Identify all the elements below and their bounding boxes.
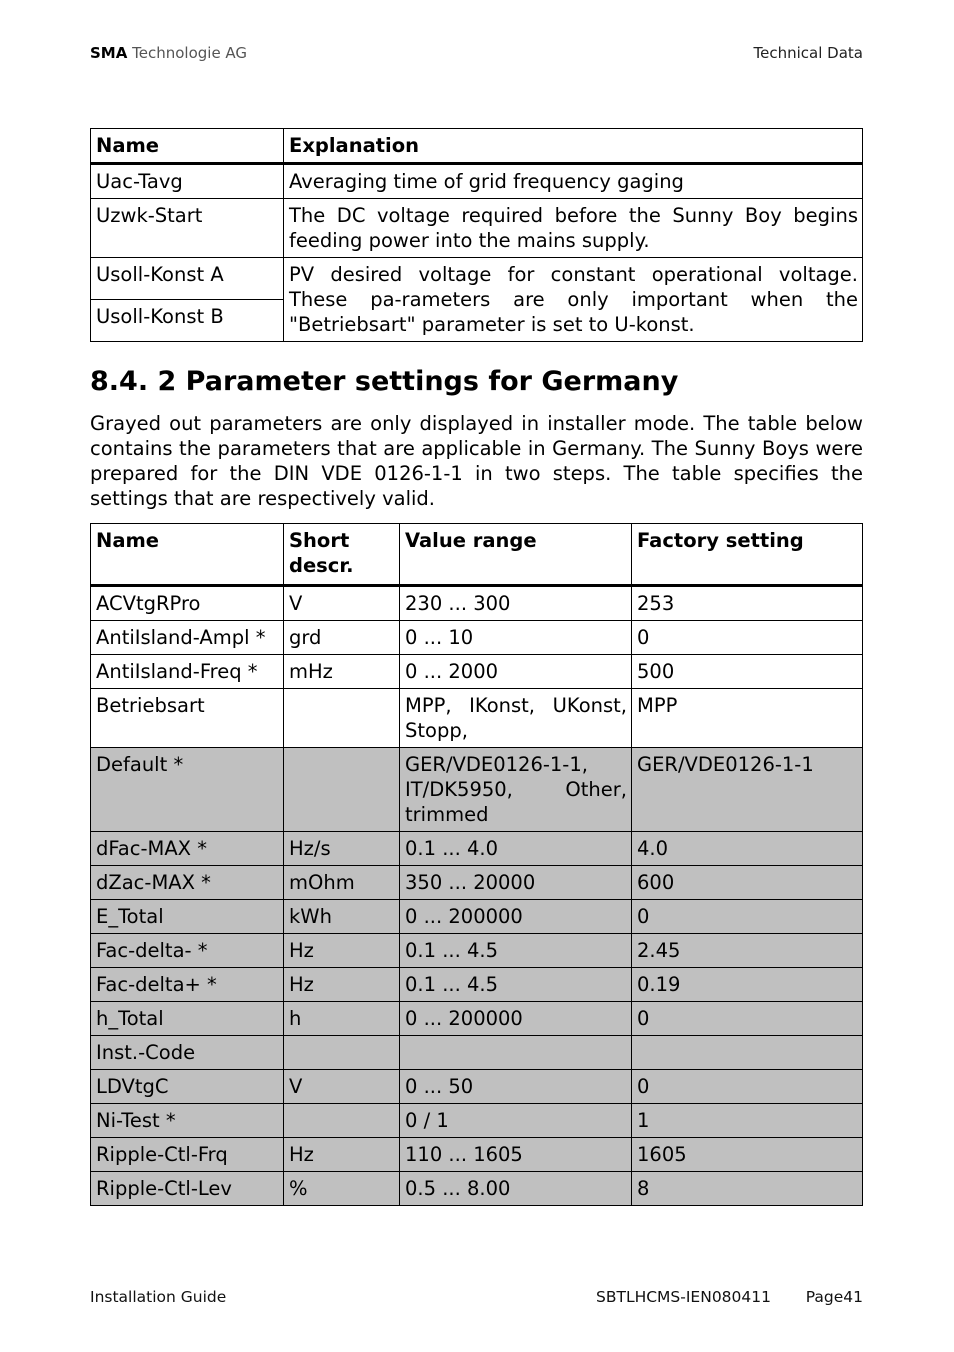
factory-setting-cell: 253	[632, 586, 863, 621]
table-row	[91, 968, 863, 1002]
value-range-cell: 230 ... 300	[400, 586, 632, 621]
value-range-cell: 0 ... 2000	[400, 655, 632, 689]
value-range-cell: 350 ... 20000	[400, 866, 632, 900]
param-name-cell: Betriebsart	[91, 689, 284, 748]
page-header	[90, 44, 863, 66]
section-heading: 8.4. 2 Parameter settings for Germany	[90, 366, 679, 397]
factory-setting-cell: 4.0	[632, 832, 863, 866]
value-range-cell: 0.5 ... 8.00	[400, 1172, 632, 1206]
table-row	[91, 934, 863, 968]
short-descr-cell	[284, 1036, 400, 1070]
param-name-cell: h_Total	[91, 1002, 284, 1036]
company-suffix: Technologie AG	[132, 44, 248, 62]
table-row	[91, 1070, 863, 1104]
param-explanation-cell: PV desired voltage for constant operational voltage. These pa-rameters are only important when the "Betriebsart" parameter is set to U-konst.	[284, 258, 863, 342]
germany-parameter-table	[90, 523, 863, 1206]
factory-setting-cell: 0	[632, 900, 863, 934]
param-name-cell: Uzwk-Start	[91, 199, 284, 258]
short-descr-cell	[284, 1104, 400, 1138]
table-row	[91, 199, 863, 258]
table-row	[91, 258, 863, 300]
table-row	[91, 1002, 863, 1036]
factory-setting-cell: 600	[632, 866, 863, 900]
table-row	[91, 900, 863, 934]
table-row	[91, 1036, 863, 1070]
factory-setting-cell: GER/VDE0126-1-1	[632, 748, 863, 832]
table-row	[91, 164, 863, 199]
table-row	[91, 1138, 863, 1172]
table-row	[91, 748, 863, 832]
factory-setting-cell: 0	[632, 1070, 863, 1104]
short-descr-cell: %	[284, 1172, 400, 1206]
param-name-cell: Ni-Test *	[91, 1104, 284, 1138]
short-descr-cell: Hz/s	[284, 832, 400, 866]
short-descr-cell: mOhm	[284, 866, 400, 900]
value-range-cell: 0 ... 200000	[400, 1002, 632, 1036]
param-name-cell: Ripple-Ctl-Lev	[91, 1172, 284, 1206]
table-header-row	[91, 524, 863, 586]
value-range-cell: 0 ... 50	[400, 1070, 632, 1104]
param-name-cell: dFac-MAX *	[91, 832, 284, 866]
short-descr-cell: h	[284, 1002, 400, 1036]
param-name-cell: ACVtgRPro	[91, 586, 284, 621]
value-range-cell: 0 ... 10	[400, 621, 632, 655]
table-row	[91, 586, 863, 621]
table-row	[91, 621, 863, 655]
table-row	[91, 866, 863, 900]
factory-setting-cell: 8	[632, 1172, 863, 1206]
short-descr-cell: mHz	[284, 655, 400, 689]
table-row	[91, 655, 863, 689]
table-row	[91, 1104, 863, 1138]
short-descr-cell: grd	[284, 621, 400, 655]
table-row	[91, 689, 863, 748]
table-body	[91, 586, 863, 1206]
param-name-cell: Fac-delta- *	[91, 934, 284, 968]
factory-setting-cell: 500	[632, 655, 863, 689]
short-descr-cell	[284, 748, 400, 832]
param-name-cell: Usoll-Konst B	[91, 300, 284, 342]
column-header: Factory setting	[632, 524, 863, 586]
factory-setting-cell: MPP	[632, 689, 863, 748]
section-label: Technical Data	[753, 44, 863, 62]
param-name-cell: LDVtgC	[91, 1070, 284, 1104]
value-range-cell: 0 ... 200000	[400, 900, 632, 934]
param-name-cell: Ripple-Ctl-Frq	[91, 1138, 284, 1172]
short-descr-cell: V	[284, 586, 400, 621]
param-name-cell: E_Total	[91, 900, 284, 934]
short-descr-cell: V	[284, 1070, 400, 1104]
param-name-cell: AntiIsland-Ampl *	[91, 621, 284, 655]
short-descr-cell: Hz	[284, 968, 400, 1002]
param-explanation-cell: The DC voltage required before the Sunny Boy begins feeding power into the mains supply.	[284, 199, 863, 258]
param-name-cell: dZac-MAX *	[91, 866, 284, 900]
value-range-cell: 0.1 ... 4.5	[400, 968, 632, 1002]
column-header: Name	[91, 129, 284, 164]
value-range-cell: 0.1 ... 4.5	[400, 934, 632, 968]
page-footer	[90, 1288, 863, 1310]
table-row	[91, 832, 863, 866]
footer-guide-title: Installation Guide	[90, 1288, 227, 1306]
table-row	[91, 1172, 863, 1206]
section-intro-paragraph: Grayed out parameters are only displayed in installer mode. The table below contains the parameters that are applicable in Germany. The Sunny Boys were prepared for the DIN VDE 0126-1-1 in two steps. The table specifies the settings that are respectively valid.	[90, 412, 863, 510]
factory-setting-cell: 2.45	[632, 934, 863, 968]
column-header: Explanation	[284, 129, 863, 164]
factory-setting-cell: 0.19	[632, 968, 863, 1002]
table-header-row	[91, 129, 863, 164]
value-range-cell: 0.1 ... 4.0	[400, 832, 632, 866]
value-range-cell: GER/VDE0126-1-1, IT/DK5950, Other, trimmed	[400, 748, 632, 832]
factory-setting-cell: 1	[632, 1104, 863, 1138]
column-header: Short descr.	[284, 524, 400, 586]
factory-setting-cell: 0	[632, 621, 863, 655]
short-descr-cell: kWh	[284, 900, 400, 934]
param-name-cell: AntiIsland-Freq *	[91, 655, 284, 689]
value-range-cell	[400, 1036, 632, 1070]
column-header: Name	[91, 524, 284, 586]
value-range-cell: 0 / 1	[400, 1104, 632, 1138]
param-name-cell: Usoll-Konst A	[91, 258, 284, 300]
parameter-explanation-table	[90, 128, 863, 342]
company-name	[90, 44, 247, 62]
param-name-cell: Inst.-Code	[91, 1036, 284, 1070]
short-descr-cell	[284, 689, 400, 748]
short-descr-cell: Hz	[284, 934, 400, 968]
factory-setting-cell	[632, 1036, 863, 1070]
footer-page-number: Page41	[805, 1288, 863, 1306]
param-name-cell: Fac-delta+ *	[91, 968, 284, 1002]
factory-setting-cell: 1605	[632, 1138, 863, 1172]
value-range-cell: 110 ... 1605	[400, 1138, 632, 1172]
value-range-cell: MPP, IKonst, UKonst, Stopp,	[400, 689, 632, 748]
param-name-cell: Uac-Tavg	[91, 164, 284, 199]
footer-document-id: SBTLHCMS-IEN080411	[596, 1288, 771, 1306]
column-header: Value range	[400, 524, 632, 586]
short-descr-cell: Hz	[284, 1138, 400, 1172]
param-name-cell: Default *	[91, 748, 284, 832]
factory-setting-cell: 0	[632, 1002, 863, 1036]
param-explanation-cell: Averaging time of grid frequency gaging	[284, 164, 863, 199]
company-brand: SMA	[90, 44, 128, 62]
